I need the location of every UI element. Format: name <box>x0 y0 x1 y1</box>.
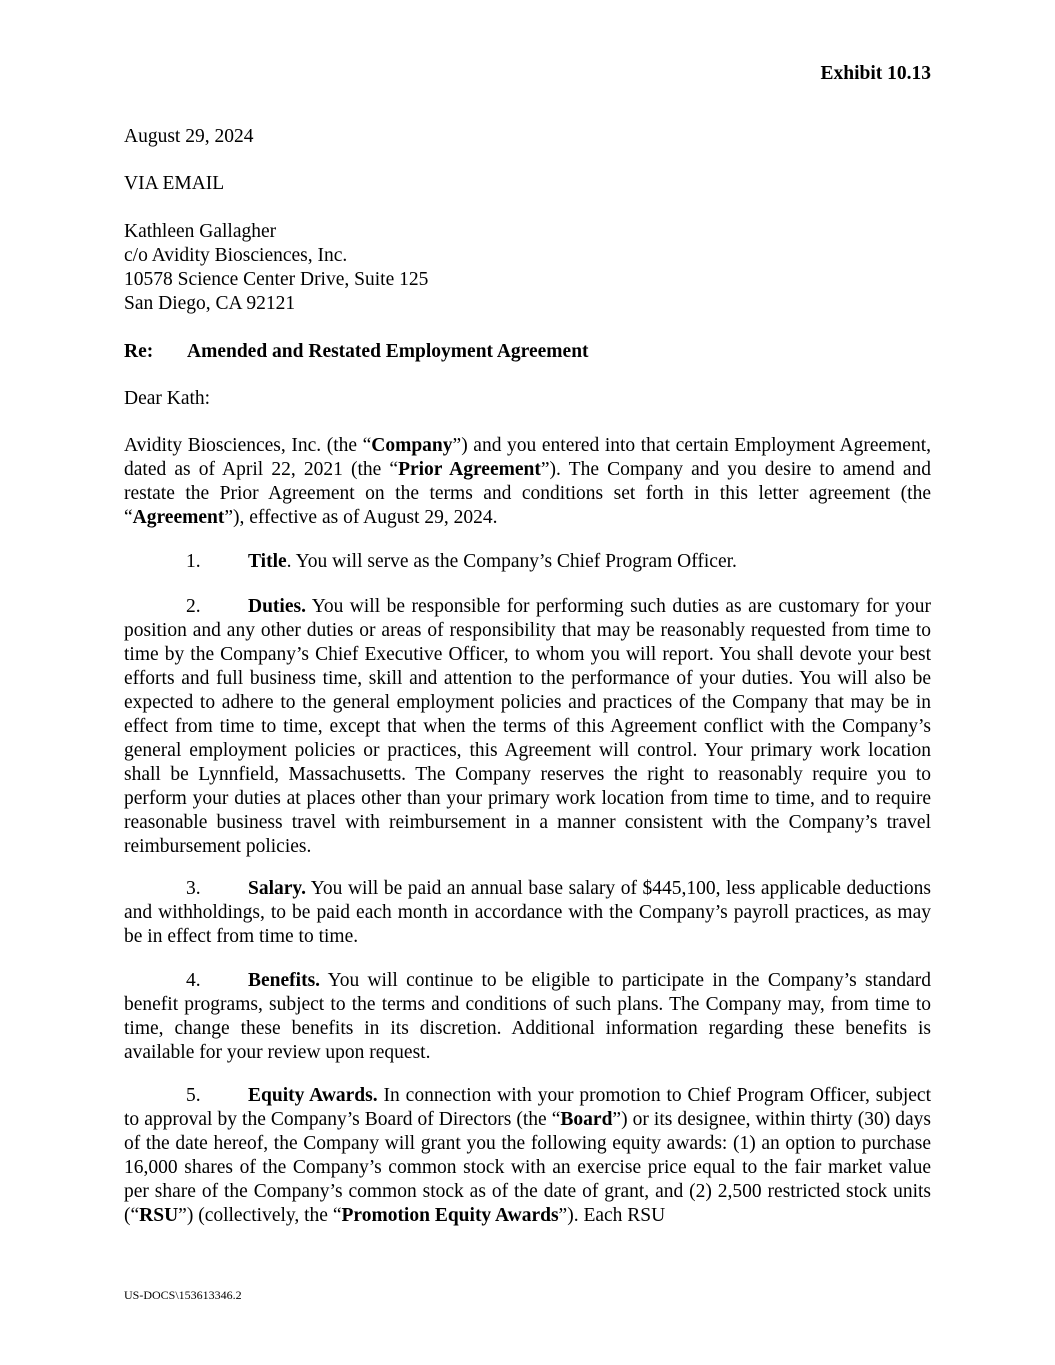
salutation: Dear Kath: <box>124 388 211 409</box>
defined-term-company: Company <box>371 435 453 456</box>
section-text: ”) or its designee, within thirty (30) days of the date hereof, the Company will grant you the following equity awards: (1) an option to purchase 16,000 shares of the Company’s common stock with an exercise price equal to the fair market value per share of the Company’s common stock as of the date of grant, and (2) 2,500 restricted stock units (“ <box>124 1109 931 1226</box>
intro-text: ”), effective as of August 29, 2024. <box>224 507 498 528</box>
defined-term-agreement: Agreement <box>132 507 225 528</box>
section-heading: Duties. <box>248 596 306 617</box>
defined-term-prior-agreement: Prior Agreement <box>398 459 541 480</box>
section-salary <box>124 877 931 949</box>
section-heading: Benefits. <box>248 970 321 991</box>
subject-label: Re: <box>124 341 154 362</box>
address-line-2: 10578 Science Center Drive, Suite 125 <box>124 269 429 290</box>
section-title <box>124 550 931 574</box>
section-heading: Equity Awards. <box>248 1085 378 1106</box>
address-line-1: c/o Avidity Biosciences, Inc. <box>124 245 348 266</box>
delivery-method: VIA EMAIL <box>124 173 225 194</box>
intro-text: ”). The Company and you desire to amend and restate the Prior Agreement on the terms and conditions set forth in this letter agreement (the “ <box>124 459 931 528</box>
section-text: . You will serve as the Company’s Chief Program Officer. <box>286 551 737 572</box>
section-text: ”) (collectively, the “ <box>178 1205 342 1226</box>
document-id-footer: US-DOCS\153613346.2 <box>124 1288 242 1302</box>
section-number: 3. <box>186 878 201 899</box>
subject-line <box>124 340 589 364</box>
intro-text: Avidity Biosciences, Inc. (the “ <box>124 435 372 456</box>
address-line-3: San Diego, CA 92121 <box>124 293 296 314</box>
intro-paragraph <box>124 434 931 530</box>
section-text: You will be paid an annual base salary of $445,100, less applicable deductions and withholdings, to be paid each month in accordance with the Company’s payroll practices, as may be in effect from time to time. <box>124 878 931 947</box>
recipient-name: Kathleen Gallagher <box>124 221 277 242</box>
recipient-address <box>124 220 428 316</box>
section-number: 1. <box>186 551 201 572</box>
section-benefits <box>124 969 931 1065</box>
defined-term-rsu: RSU <box>139 1205 179 1226</box>
exhibit-number: Exhibit 10.13 <box>820 63 931 84</box>
defined-term-board: Board <box>560 1109 613 1130</box>
section-number: 5. <box>186 1085 201 1106</box>
section-text: You will continue to be eligible to participate in the Company’s standard benefit programs, subject to the terms and conditions of such plans. The Company may, from time to time, change these benefits in its discretion. Additional information regarding these benefits is available for your review upon request. <box>124 970 931 1063</box>
section-number: 4. <box>186 970 201 991</box>
section-text: You will be responsible for performing such duties as are customary for your position and any other duties or areas of responsibility that may be reasonably requested from time to time by the Company’s Chief Executive Officer, to whom you will report. You shall devote your best efforts and full business time, skill and attention to the performance of your duties. You will also be expected to adhere to the general employment policies and practices of the Company that may be in effect from time to time, except that when the terms of this Agreement conflict with the Company’s general employment policies or practices, this Agreement will control. Your primary work location shall be Lynnfield, Massachusetts. The Company reserves the right to reasonably require you to perform your duties at places other than your primary work location from time to time, and to require reasonable business travel with reimbursement in a manner consistent with the Company’s travel reimbursement policies. <box>124 596 931 857</box>
section-duties <box>124 595 931 859</box>
letter-date: August 29, 2024 <box>124 126 254 147</box>
section-text: ”). Each RSU <box>558 1205 666 1226</box>
intro-text: ”) and you entered into that certain Employment Agreement, dated as of April 22, 2021 (the “ <box>124 435 931 480</box>
section-heading: Salary. <box>248 878 306 899</box>
section-number: 2. <box>186 596 201 617</box>
section-heading: Title <box>248 551 287 572</box>
defined-term-promotion-equity-awards: Promotion Equity Awards <box>341 1205 559 1226</box>
section-text: In connection with your promotion to Chief Program Officer, subject to approval by the Company’s Board of Directors (the “ <box>124 1085 931 1130</box>
section-equity-awards <box>124 1084 931 1228</box>
subject-text: Amended and Restated Employment Agreement <box>187 341 589 362</box>
